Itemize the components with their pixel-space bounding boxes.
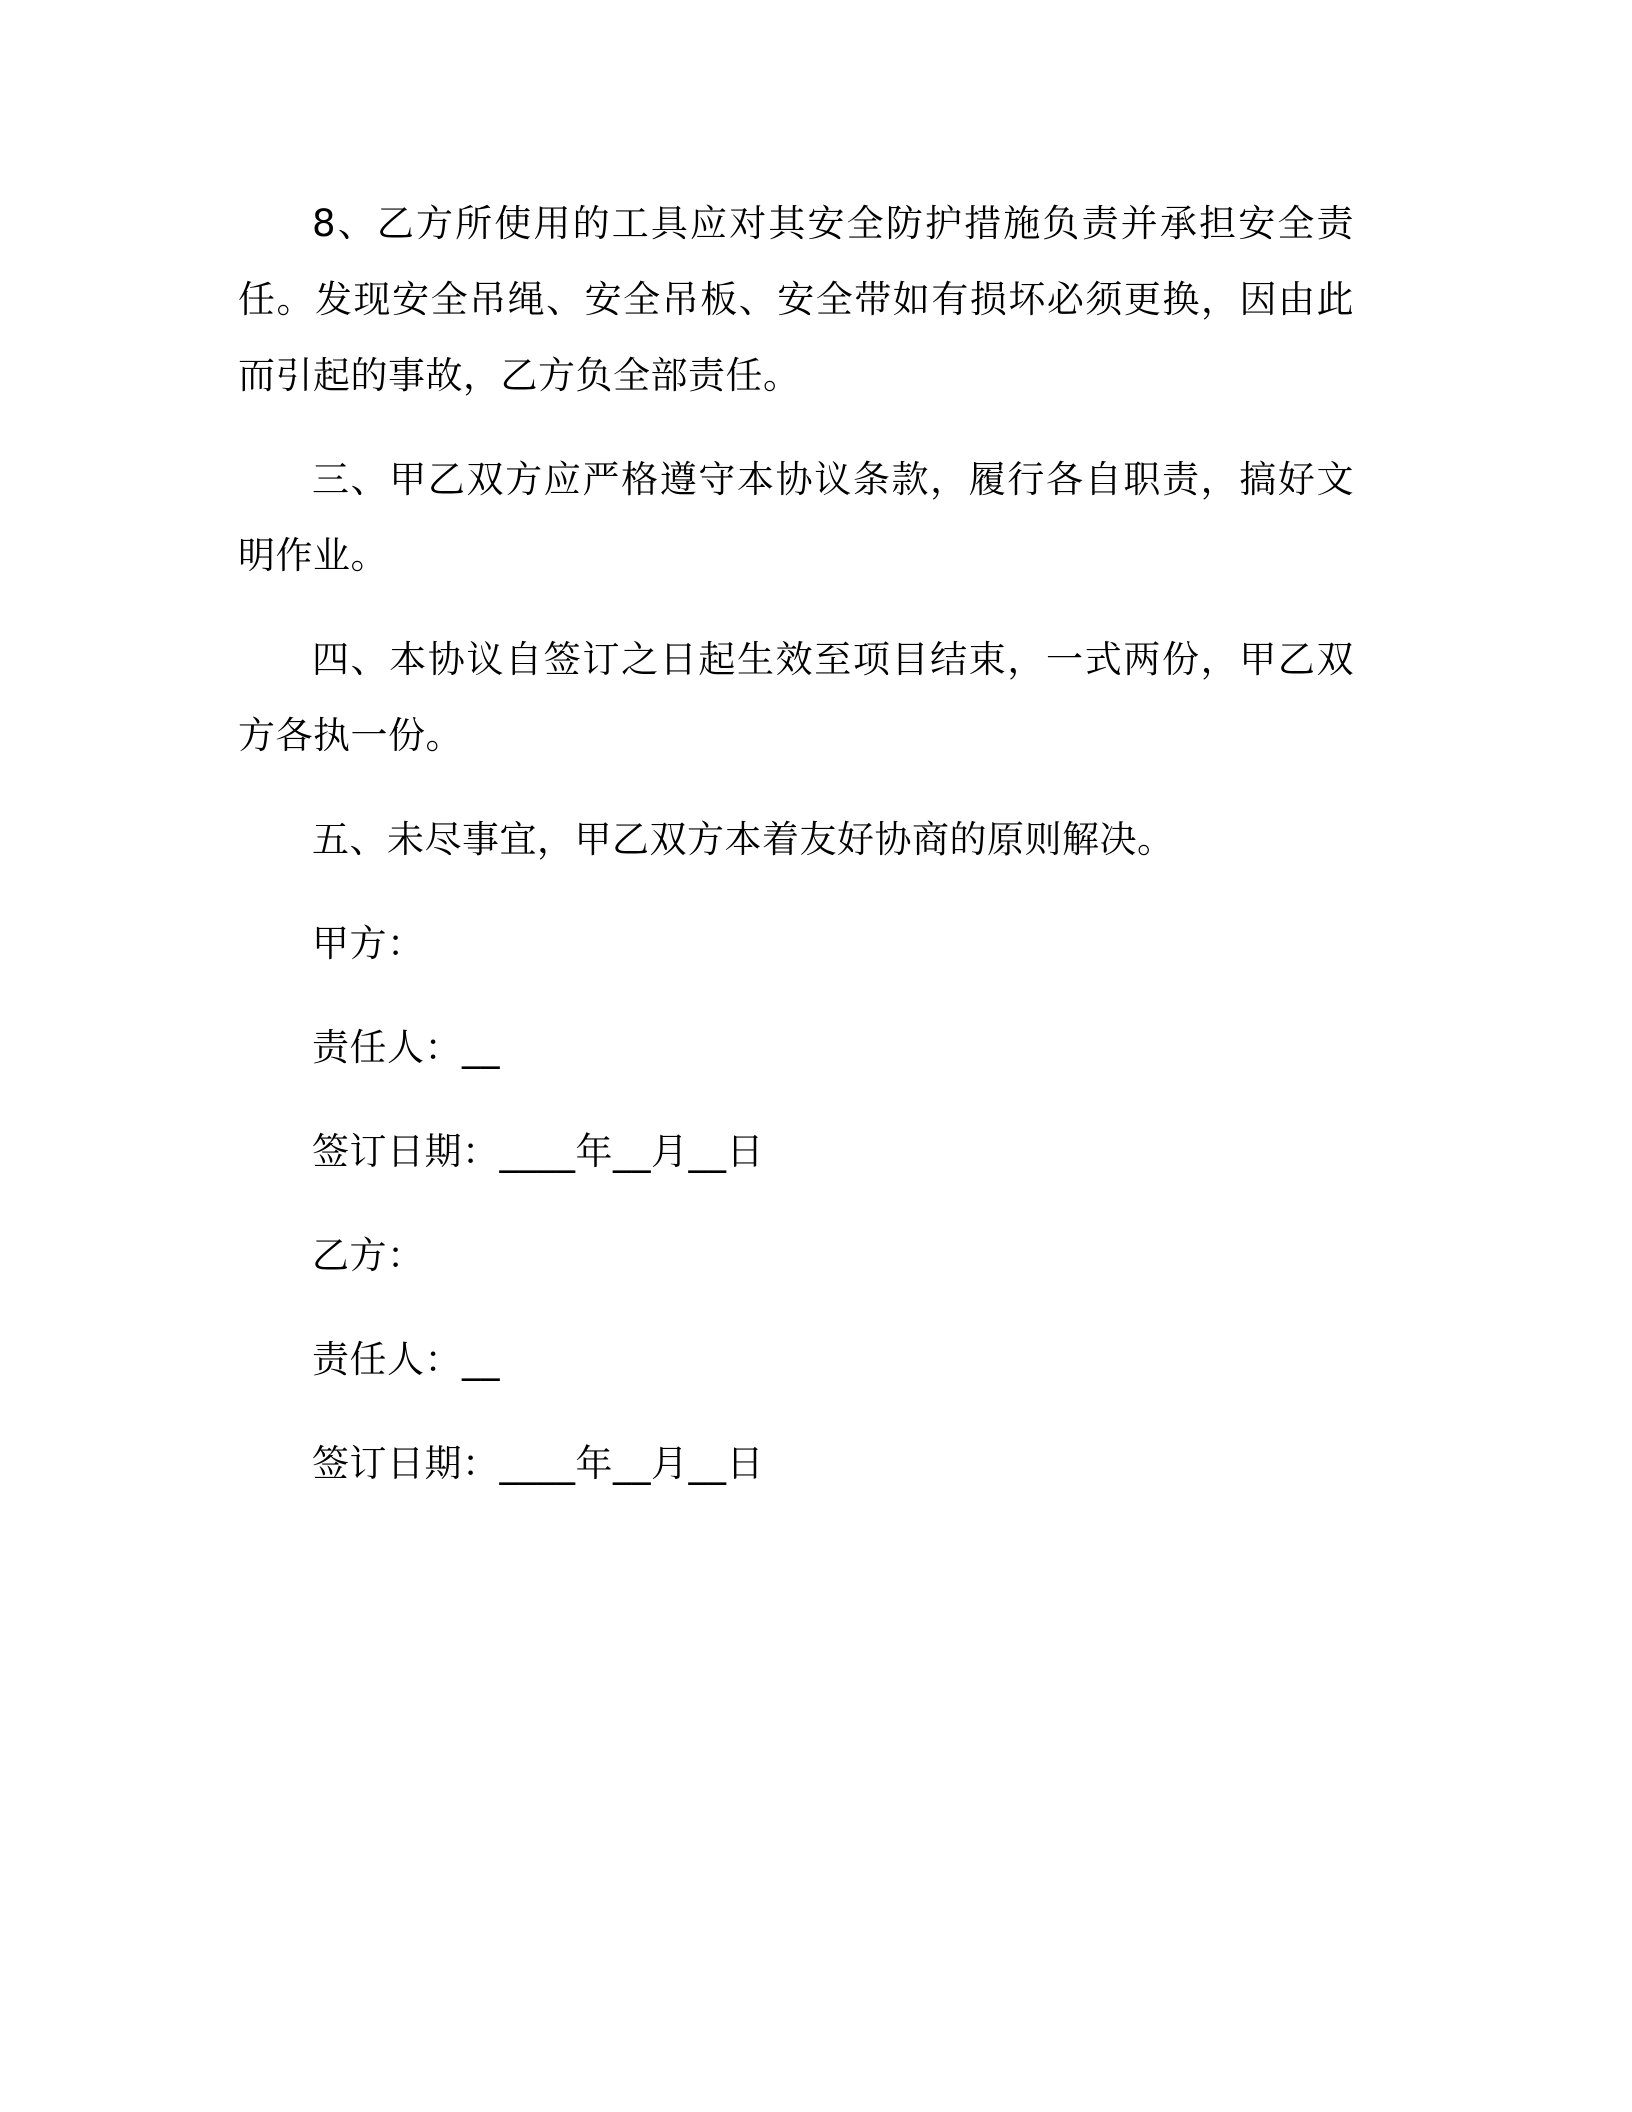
clause-8-tools-safety: 8、乙方所使用的工具应对其安全防护措施负责并承担安全责任。发现安全吊绳、安全吊板、安全带如有损坏必须更换，因由此而引起的事故，乙方负全部责任。	[238, 202, 1354, 397]
party-a-label: 甲方：	[312, 922, 425, 965]
party-b-label: 乙方：	[312, 1234, 425, 1277]
signature-block	[238, 906, 1354, 1502]
party-a-signing-date: 签订日期：____年__月__日	[312, 1130, 764, 1173]
clause-5-unresolved-matters: 五、未尽事宜，甲乙双方本着友好协商的原则解决。	[312, 818, 1175, 861]
document-body	[238, 186, 1354, 1530]
clause-4-effective-date: 四、本协议自签订之日起生效至项目结束，一式两份，甲乙双方各执一份。	[238, 638, 1354, 757]
party-b-signing-date: 签订日期：____年__月__日	[312, 1442, 764, 1485]
clause-3-compliance: 三、甲乙双方应严格遵守本协议条款，履行各自职责，搞好文明作业。	[238, 458, 1354, 577]
party-a-responsible-person: 责任人：__	[312, 1026, 500, 1069]
party-b-responsible-person: 责任人：__	[312, 1338, 500, 1381]
